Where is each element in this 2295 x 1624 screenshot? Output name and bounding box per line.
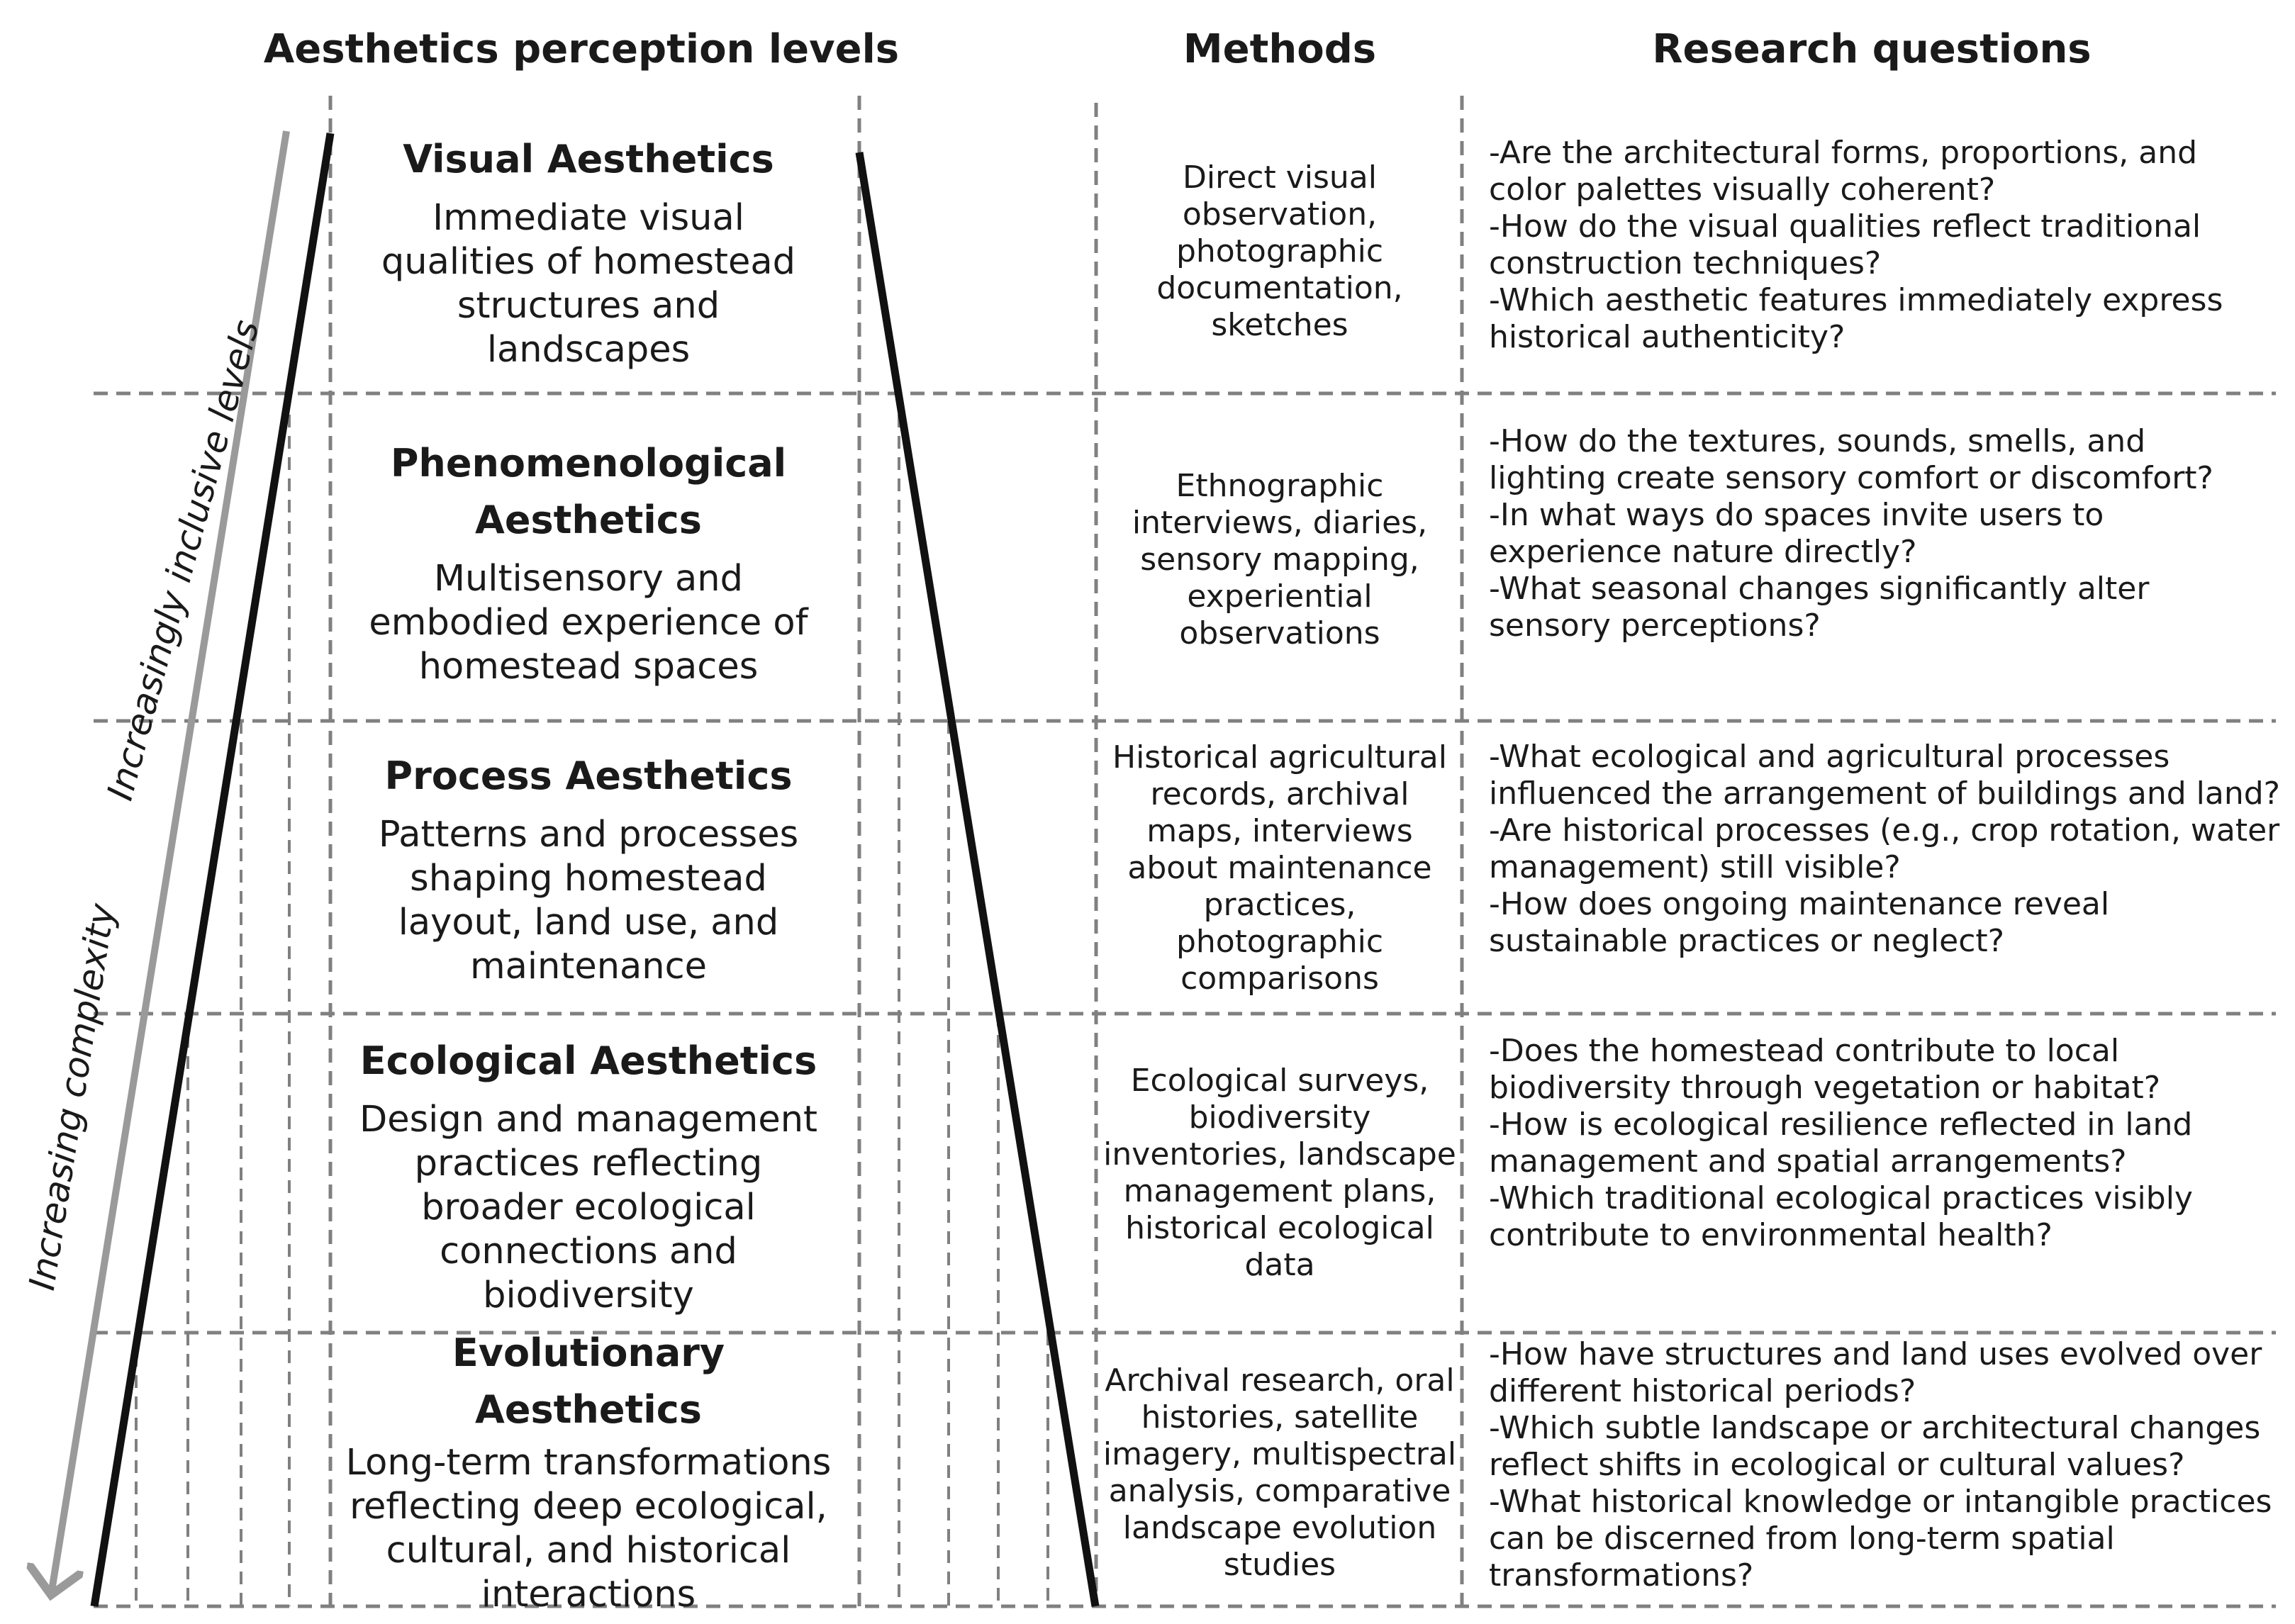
question-line: -How do the visual qualities reflect traditional <box>1489 208 2201 245</box>
level-title: Process Aesthetics <box>384 754 793 798</box>
level-cell-phenomenological <box>340 422 837 702</box>
questions-cell <box>1489 135 2276 356</box>
question-line: lighting create sensory comfort or discomfort? <box>1489 460 2213 496</box>
level-description: Design and management practices reflecting broader ecological connections and biodiversity <box>359 1098 818 1316</box>
level-title: Evolutionary Aesthetics <box>452 1331 725 1432</box>
methods-cell: Ecological surveys, biodiversity inventories, landscape management plans, historical ecological data <box>1103 1063 1456 1283</box>
question-line: contribute to environmental health? <box>1489 1217 2053 1253</box>
question-line: influenced the arrangement of buildings and land? <box>1489 775 2280 812</box>
methods-cell: Ethnographic interviews, diaries, sensory mapping, experiential observations <box>1132 468 1428 651</box>
level-description: Patterns and processes shaping homestead layout, land use, and maintenance <box>378 814 799 987</box>
question-line: management) still visible? <box>1489 849 1901 885</box>
level-title: Phenomenological Aesthetics <box>390 440 787 542</box>
header-levels: Aesthetics perception levels <box>263 26 900 72</box>
question-line: historical authenticity? <box>1489 319 1846 355</box>
questions-cell <box>1489 1336 2276 1594</box>
question-line: reflect shifts in ecological or cultural values? <box>1489 1447 2185 1483</box>
header-methods: Methods <box>1183 26 1377 72</box>
question-line: -Are historical processes (e.g., crop rotation, water <box>1489 812 2280 849</box>
question-line: -How have structures and land uses evolved over <box>1489 1336 2262 1372</box>
level-cell-visual <box>340 131 837 372</box>
question-line: -How is ecological resilience reflected in land <box>1489 1107 2193 1143</box>
question-line: construction techniques? <box>1489 245 1882 281</box>
question-line: -Are the architectural forms, proportions, and <box>1489 135 2198 171</box>
question-line: -How do the textures, sounds, smells, and <box>1489 423 2146 459</box>
question-line: transformations? <box>1489 1557 1754 1594</box>
question-line: management and spatial arrangements? <box>1489 1143 2127 1180</box>
question-line: color palettes visually coherent? <box>1489 172 1996 208</box>
level-title: Visual Aesthetics <box>403 137 774 181</box>
questions-cell <box>1489 739 2280 960</box>
methods-cell: Historical agricultural records, archival maps, interviews about maintenance practices, photographic comparisons <box>1112 739 1447 997</box>
side-label-complexity: Increasing complexity <box>21 900 123 1294</box>
question-line: -What ecological and agricultural processes <box>1489 739 2170 775</box>
question-line: -What historical knowledge or intangible practices <box>1489 1484 2272 1520</box>
header-questions: Research questions <box>1652 26 2092 72</box>
funnel-line-left <box>94 133 330 1606</box>
level-description: Immediate visual qualities of homestead structures and landscapes <box>381 197 796 371</box>
question-line: can be discerned from long-term spatial <box>1489 1521 2115 1557</box>
questions-cell <box>1489 1033 2276 1254</box>
level-title: Ecological Aesthetics <box>359 1038 817 1083</box>
methods-cell: Archival research, oral histories, satellite imagery, multispectral analysis, comparative landscape evolution studies <box>1102 1362 1457 1583</box>
question-line: sustainable practices or neglect? <box>1489 923 2005 959</box>
level-description: Multisensory and embodied experience of homestead spaces <box>369 557 808 688</box>
level-cell-ecological <box>340 1038 837 1316</box>
question-line: -Which subtle landscape or architectural changes <box>1489 1410 2261 1446</box>
question-line: -Which traditional ecological practices visibly <box>1489 1180 2193 1216</box>
question-line: -How does ongoing maintenance reveal <box>1489 886 2110 922</box>
level-description: Long-term transformations reflecting deep ecological, cultural, and historical interactions <box>345 1442 832 1615</box>
question-line: biodiversity through vegetation or habitat? <box>1489 1070 2161 1106</box>
question-line: -In what ways do spaces invite users to <box>1489 497 2104 533</box>
level-cell-process <box>340 737 837 999</box>
question-line: different historical periods? <box>1489 1373 1916 1409</box>
methods-cell: Direct visual observation, photographic documentation, sketches <box>1156 159 1403 343</box>
questions-cell <box>1489 423 2276 644</box>
question-line: -Which aesthetic features immediately express <box>1489 282 2223 318</box>
level-cell-evolutionary <box>340 1331 837 1615</box>
funnel-line-right <box>859 152 1095 1606</box>
question-line: -Does the homestead contribute to local <box>1489 1033 2120 1069</box>
side-label-inclusive: Increasingly inclusive levels <box>99 315 267 805</box>
question-line: experience nature directly? <box>1489 534 1917 570</box>
question-line: sensory perceptions? <box>1489 607 1821 644</box>
question-line: -What seasonal changes significantly alter <box>1489 571 2150 607</box>
